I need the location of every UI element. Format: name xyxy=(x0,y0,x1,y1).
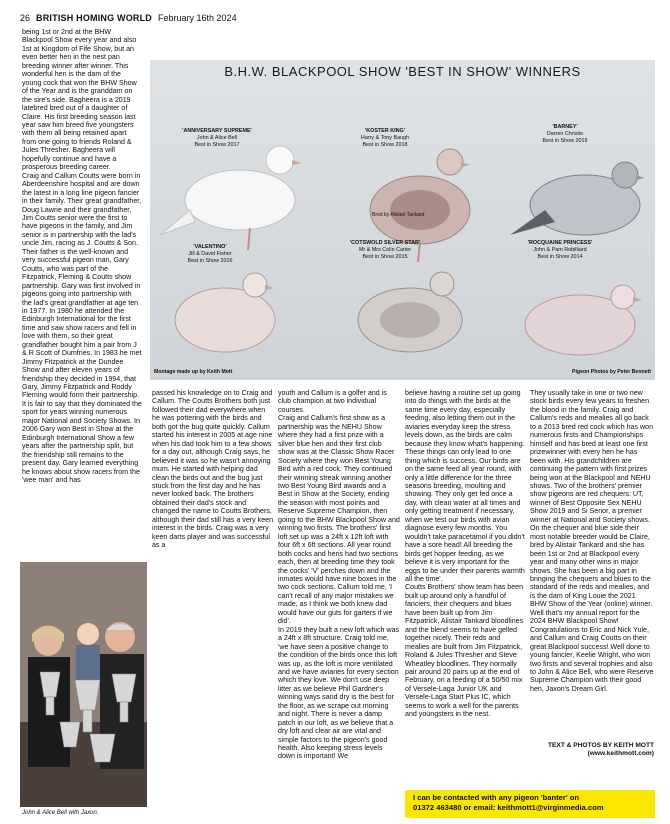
pigeon-rocquaine-princess xyxy=(525,285,642,355)
byline xyxy=(530,742,654,758)
pigeon-anniversary-supreme xyxy=(160,146,302,250)
page-header xyxy=(20,10,650,26)
photo-caption: John & Alice Bell with Jaxon. xyxy=(22,810,99,816)
article-column-1 xyxy=(22,28,142,553)
contact-line-2: 01372 463480 or email: keithmott1@virginmedia.com xyxy=(413,803,604,812)
pigeon-montage xyxy=(150,60,655,380)
paragraph: Craig and Callum's first show as a partnership was the NEHU Show where they had a first prize with a silver blue hen and their first club show was at the Classic Show Racer Society where they won Best Young Bird with a red cock. They continued their winning streak winning another two Best Young Bird awards and a Best in Show at the Society, ending the season with most points and Reserve Supreme Champion, then going to the BHW Blackpool Show and winning two firsts. The brothers' first loft set up was a 24ft x 12ft loft with four 6ft x 6ft sections. All year round both cocks and hens had two sections each, then at breeding time they took the cocks' 'V' perches down and the inmates would have nine boxes in the two cock sections. Callum told me, 'I can't recall of any major mistakes we made, as I think we both knew dad would have our guts for garters if we did'. xyxy=(278,414,400,626)
paragraph: In 2019 they built a new loft which was a 24ft x 8ft structure. Craig told me, 'we have seen a positive change to the condition of the birds once this loft was up, as the loft is more ventilated and we have aviaries for every section which they love. We don't use deep litter as we believe Phil Gardner's winning ways sand dry is the best for the floor, as we scrape out morning and night. There is never a damp patch in our loft, as we believe that a dry loft and clear air are vital and simple factors to the pigeon's good health. Also keeping stress levels down is important! We xyxy=(278,625,400,761)
article-column-3 xyxy=(278,389,400,819)
pigeon-barney xyxy=(510,162,645,235)
pigeon-label-valentino: 'VALENTINO' Jill & David Fisher Best in Show 2016 xyxy=(187,244,233,264)
issue-date: February 16th 2024 xyxy=(158,13,237,23)
article-column-5 xyxy=(530,389,654,739)
paragraph: Coutts Brothers' show team has been built up around only a handful of fanciers, their chequers and blues have been built up from Jim Fitzpatrick, Alistair Tankard bloodlines and the blend seems to have gelled together nicely. Their reds and mealies are built from Jim Fitzpatrick, Roland & Jules Thresher and Steve Wheatley bloodlines. They normally pair around 20 pairs up at the end of February, on a feeding of a 50/50 mix of Versele-Laga Junior UK and Versele-Laga Start Plus IC, which seems to work a well for the parents and youngsters in the nest. xyxy=(405,583,524,719)
publication-name: BRITISH HOMING WORLD xyxy=(36,13,153,23)
page-number: 26 xyxy=(20,13,31,23)
article-column-2 xyxy=(152,389,274,819)
pigeon-label-anniversary-supreme: 'ANNIVERSARY SUPREME' John & Alice Bell Best in Show 2017 xyxy=(182,128,252,148)
pigeon-cotswold-silver-star xyxy=(358,272,462,352)
paragraph: youth and Callum is a golfer and is club champion at two individual courses. xyxy=(278,389,387,414)
montage-credit: Montage made up by Keith Mott xyxy=(154,369,233,375)
pigeon-label-barney: 'BARNEY' Darren Christie Best in Show 2019 xyxy=(542,124,588,144)
pigeon-valentino xyxy=(175,273,275,352)
paragraph: Well that's my annual report for the 2024 BHW Blackpool Show! Congratulations to Eric and Nick Yule, and Callum and Craig Coutts on their great Blackpool success! Well done to young fancier, Keelie Wright, who won two firsts and several trophies and also to John & Alice Bell, who were Reserve Supreme Champion with their good hen, Jaxon's Dream Girl. xyxy=(530,608,654,693)
bred-by-credit: Bred by Alistair Tankard xyxy=(372,212,425,218)
paragraph: being 1st or 2nd at the BHW Blackpool Show every year and also 1st at Kingdom of Fife Show, but an even better hen in the nest pan breeding winner after winner. This wonderful hen is the dam of the young cock that won the BHW Show of the Year and is the granddam on the sire's side. Bagheera is a 2019 latebred bred out of a daughter of Claire. His first breeding season last year saw him breed five youngsters with them all being retained apart from one going to friends Roland & Jules Thresher. Bagheera will hopefully continue and have a prosperous breeding career. xyxy=(22,28,137,172)
photo-credit: Pigeon Photos by Peter Bennett xyxy=(572,369,651,375)
pigeon-illustrations xyxy=(150,60,655,380)
pigeon-label-koster-king: 'KOSTER KING' Harry & Tony Baugh Best in Show 2018 xyxy=(360,128,410,148)
paragraph: Craig and Callum Coutts were born in Aberdeenshire hospital and are down the latest in a long line pigeon fancier in their family. Their great grandfather, Doug Lawrie and their grandfather, Jim Coutts senior were the first to have pigeons in the family, and Jim senior is in partnership with the lad's uncle Jim, racing as J. Coutts & Son. Their father is the well-known and very successful pigeon man, Gary Coutts, who was part of the Fitzpatrick, Fleming & Coutts show partnership. Gary was first involved in pigeons going into partnership with the lad's great grandfather at age ten in 1977. In 1980 he attended the Edinburgh International for the first time and saw show racers and fell in love with them, so their great grandfather bought him a pair from J & R Scott of Dumfries. In 1983 he met Jimmy Fitzpatrick at the Dundee Show and after eleven years of friendship they decided in 1994, that Gary, Jimmy Fitzpatrick and Roddy Fleming would form their partnership. It is fair to say that they dominated the sport for years winning numerous major National and Society Shows. In 2006 Gary won Best in Show at the Edinburgh International Show a few years after the partnership split, but the friendship still remains to the present day. Gary learned everything he knows about show racers from the 'wee man' and has xyxy=(22,171,142,485)
trophy-photo xyxy=(20,562,147,807)
byline-author: TEXT & PHOTOS BY KEITH MOTT xyxy=(548,742,654,749)
paragraph: They usually take in one or two new stock birds every few years to freshen the blood in the family. Craig and Callum's reds and mealies all go back to a 2013 bred red cock which has won numerous firsts and Championships himself and has bred at least one first prizewinner with every hen he has been with. His grandchildren are continuing the pattern with first prizes being won at the Blackpool and NEHU shows. Two of the brothers' premier show pigeons are red chequers: UT, winner of Best Opposite Sex NEHU Show 2019 and Si Senor, a premier winner at National and Society shows. On the chequer and blue side their most notable breeder would be Claire, bred by Alistair Tankard and she has been 1st or 2nd at Blackpool every year and many other wins in major shows. She has been a big part in bringing the chequers and blues to the standard of the reds and mealies, and is the dam of King Louie the 2021 BHW Show of the Year (online) winner. xyxy=(530,389,654,609)
contact-line-1: I can be contacted with any pigeon 'banter' on xyxy=(413,793,580,802)
pigeon-label-rocquaine-princess: 'ROCQUAINE PRINCESS' John & Pam Robilliard Best in Show 2014 xyxy=(527,240,593,260)
article-column-4 xyxy=(405,389,525,819)
trophy-photo-illustration xyxy=(20,562,147,807)
paragraph: believe having a routine set up going into do things with the birds at the same time every day, especially feeding, also letting them out in the aviaries everyday keep the stress levels down, as the birds are calm because they know what's happening. These things can only lead to one thing which is success. Our birds are on the same feed all year round, with only a little difference for the three seasons breeding, moulting and showing. They only get fed once a day, with clean water at all times and only getting treatment if necessary, when we test our birds with avian diagnose every few months. You wouldn't take paracetamol if you didn't have a sore head! All breeding the birds get hopper feeding, as we believe it is very important for the eggs to be under their parents warmth all the time'. xyxy=(405,389,525,583)
paragraph: passed his knowledge on to Craig and Callum. The Coutts Brothers both just followed their dad everywhere when he was pottering with the birds and both got the bug quite quickly. Callum started his interest in 2005 at age nine when his dad took him to a few shows for a day out, although Craig says, he believed it was so he wasn't annoying mum. He started with helping dad clean the birds out and the bug just stuck from the first day and he has never looked back. The brothers obtained their dad's stock and changed the name to Coutts Brothers, although their dad still has a very keen interest in the birds. Craig was a very keen darts player and was successful as a xyxy=(152,389,274,550)
contact-box xyxy=(405,790,655,818)
byline-website: (www.keithmott.com) xyxy=(587,750,654,757)
montage-title: B.H.W. BLACKPOOL SHOW 'BEST IN SHOW' WINNERS xyxy=(224,64,581,79)
pigeon-label-cotswold-silver-star: 'COTSWOLD SILVER STAR' Mr & Mrs Colin Carter Best in Show 2015 xyxy=(349,240,421,260)
